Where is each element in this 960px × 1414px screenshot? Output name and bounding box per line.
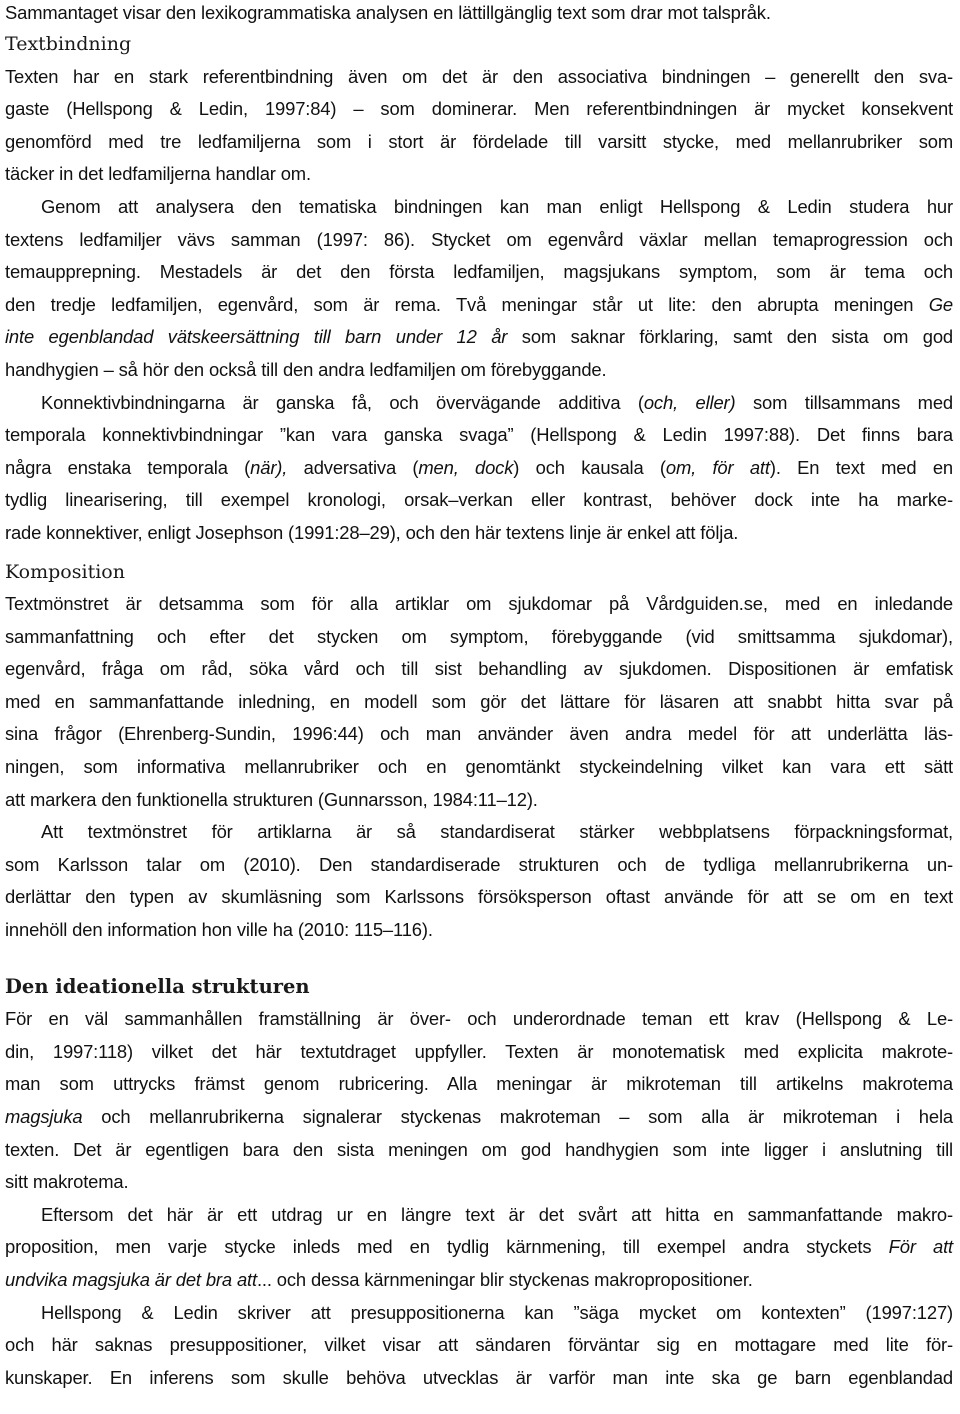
paragraph-line: genomförd med tre ledfamiljerna som i stort är fördelade till varsitt stycke, med mellanrubriker som — [5, 130, 953, 152]
paragraph-line: kunskaper. En inferens som skulle behöva utvecklas är varför man inte ska ge barn egenblandad — [5, 1366, 953, 1388]
italic-text: Ge — [928, 293, 953, 315]
text: några enstaka temporala ( — [5, 456, 251, 478]
paragraph-line: Hellspong & Ledin skriver att presuppositionerna kan ”säga mycket om kontexten” (1997:127) — [41, 1301, 953, 1323]
text: Konnektivbindningarna är ganska få, och övervägande additiva ( — [41, 391, 644, 413]
paragraph-line — [5, 1231, 953, 1264]
text: ... och dessa kärnmeningar blir styckenas makropropositioner. — [256, 1268, 753, 1290]
paragraph-line — [5, 387, 953, 420]
paragraph-line: rade konnektiver, enligt Josephson (1991:28–29), och den här textens linje är enkel att följa. — [5, 521, 739, 543]
text: den tredje ledfamiljen, egenvård, som är rema. Två meningar står ut lite: den abrupta meningen — [5, 293, 914, 315]
paragraph-line: derlättar den typen av skumläsning som Karlssons försöksperson oftast använde för att se om en text — [5, 886, 953, 908]
section-heading-ideationella: Den ideationella strukturen — [5, 974, 310, 998]
text: adversativa ( — [303, 456, 419, 478]
text: Sammantaget visar den lexikogrammatiska analysen en lättillgänglig text som drar mot talspråk. — [5, 2, 771, 23]
paragraph-line — [5, 0, 953, 24]
paragraph-line: och här saknas presuppositioner, vilket visar att sändaren förväntar sig en mottagare med lite för- — [5, 1334, 953, 1356]
paragraph-line — [5, 321, 953, 354]
text: proposition, men varje stycke inleds med en tydlig kärnmening, till exempel andra styckets — [5, 1236, 872, 1258]
italic-text: För att — [888, 1236, 954, 1258]
paragraph-line — [5, 452, 953, 485]
paragraph-line: egenvård, fråga om råd, söka vård och till sist behandling av sjukdomen. Dispositionen är emfatisk — [5, 658, 953, 680]
paragraph-line: Eftersom det här är ett utdrag ur en längre text är det svårt att hitta en sammanfattande makro- — [41, 1203, 953, 1225]
text: och mellanrubrikerna signalerar styckenas makroteman – som alla är mikroteman i hela — [101, 1106, 953, 1127]
paragraph-line: täcker in det ledfamiljerna handlar om. — [5, 163, 311, 185]
paragraph-line: din, 1997:118) vilket det här textutdraget uppfyller. Texten är monotematisk med explicita makrote- — [5, 1040, 953, 1062]
text: som saknar förklaring, samt den sista om god — [521, 326, 954, 348]
text: ). En text med en — [769, 456, 953, 478]
section-heading-textbindning: Textbindning — [5, 33, 132, 55]
italic-text: men, dock — [418, 456, 514, 478]
paragraph-line — [5, 289, 953, 322]
paragraph-line: sina frågor (Ehrenberg-Sundin, 1996:44) och man använder även andra medel för att underlätta läs- — [5, 723, 953, 745]
paragraph-line: För en väl sammanhållen framställning är över- och underordnade teman ett krav (Hellspong & Le- — [5, 1008, 953, 1030]
paragraph-line: temporala konnektivbindningar ”kan vara ganska svaga” (Hellspong & Ledin 1997:88). Det finns bara — [5, 424, 953, 446]
paragraph-line: tydlig linearisering, till exempel kronologi, orsak–verkan eller kontrast, behöver dock inte ha marke- — [5, 489, 953, 511]
italic-text: inte egenblandad vätskeersättning till barn under 12 år — [5, 326, 508, 348]
text: ) och kausala ( — [513, 456, 666, 478]
paragraph-line: ningen, som informativa mellanrubriker och en genomtänkt styckeindelning vilket kan vara ett sätt — [5, 756, 953, 778]
section-heading-komposition: Komposition — [5, 560, 125, 583]
paragraph-line: sammanfattning och efter det stycken om symptom, förebyggande (vid smittsamma sjukdomar), — [5, 625, 953, 647]
paragraph-line: med en sammanfattande inledning, en modell som gör det lättare för läsaren att snabbt hitta svar på — [5, 690, 953, 712]
italic-text: och, eller) — [643, 391, 736, 413]
paragraph-line: temaupprepning. Mestadels är det den första ledfamiljen, magsjukans symptom, som är tema och — [5, 261, 953, 283]
italic-text: om, för att — [665, 456, 770, 478]
paragraph-line: Att textmönstret för artiklarna är så standardiserat stärker webbplatsens förpackningsformat, — [41, 821, 953, 843]
paragraph-line: innehöll den information hon ville ha (2010: 115–116). — [5, 919, 433, 941]
paragraph-line: Textmönstret är detsamma som för alla artiklar om sjukdomar på Vårdguiden.se, med en inledande — [5, 593, 953, 615]
paragraph-line: texten. Det är egentligen bara den sista meningen om god handhygien som inte ligger i anslutning till — [5, 1138, 953, 1160]
paragraph-line: att markera den funktionella strukturen (Gunnarsson, 1984:11–12). — [5, 788, 538, 810]
paragraph-line — [5, 1264, 953, 1297]
paragraph-line: textens ledfamiljer vävs samman (1997: 86). Stycket om egenvård växlar mellan temaprogression och — [5, 228, 953, 250]
paragraph-line: gaste (Hellspong & Ledin, 1997:84) – som dominerar. Men referentbindningen är mycket konsekvent — [5, 98, 953, 120]
text: som tillsammans med — [752, 391, 953, 413]
italic-text: undvika magsjuka är det bra att — [5, 1268, 257, 1290]
paragraph-line: Genom att analysera den tematiska bindningen kan man enligt Hellspong & Ledin studera hur — [41, 195, 953, 217]
paragraph-line — [5, 1101, 953, 1134]
italic-text: magsjuka — [5, 1106, 83, 1127]
paragraph-line: man som uttrycks främst genom rubricering. Alla meningar är mikroteman till artikelns makrotema — [5, 1073, 953, 1095]
paragraph-line: Texten har en stark referentbindning även om det är den associativa bindningen – generellt den sva- — [5, 65, 953, 87]
document-page — [5, 0, 953, 1394]
italic-text: när), — [250, 456, 288, 478]
paragraph-line: handhygien – så hör den också till den andra ledfamiljen om förebyggande. — [5, 358, 607, 380]
paragraph-line: sitt makrotema. — [5, 1171, 129, 1193]
paragraph-line: som Karlsson talar om (2010). Den standardiserade strukturen och de tydliga mellanrubrikerna un- — [5, 853, 953, 875]
